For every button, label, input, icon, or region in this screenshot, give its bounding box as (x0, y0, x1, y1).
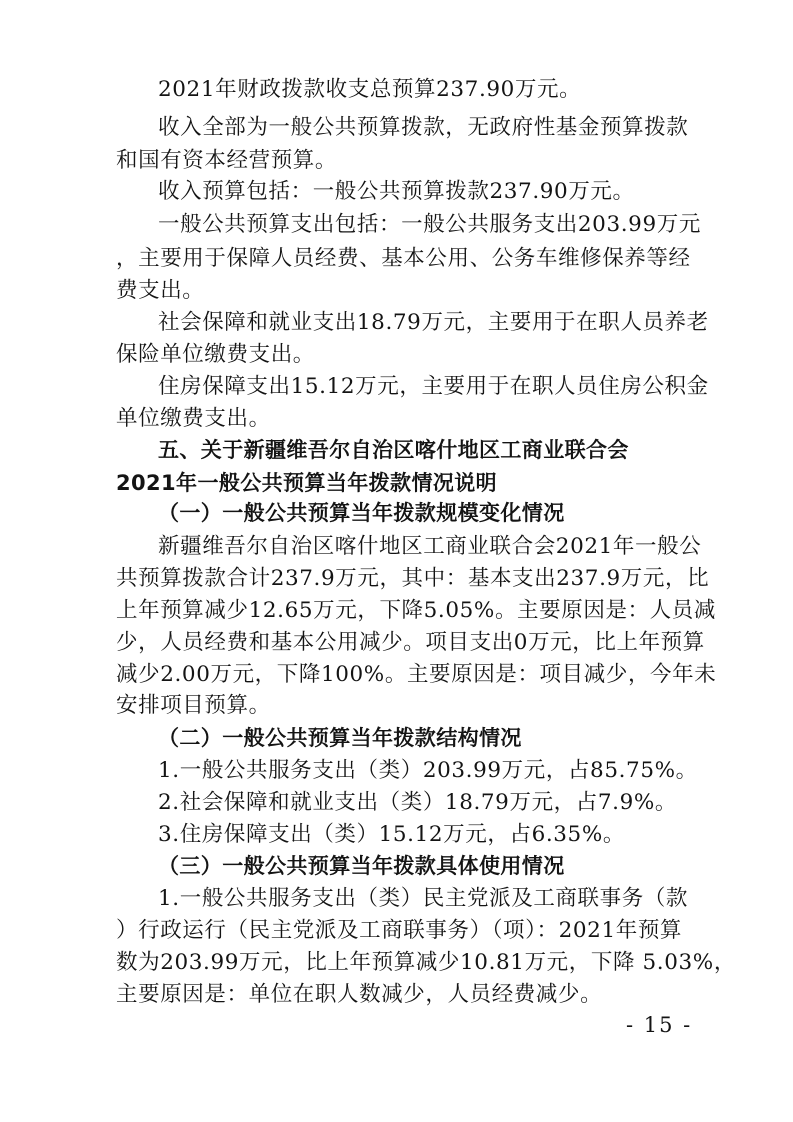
subsection-heading: （一）一般公共预算当年拨款规模变化情况 (158, 501, 565, 525)
text-line: 保险单位缴费支出。 (116, 342, 315, 367)
subsection-heading: （三）一般公共预算当年拨款具体使用情况 (158, 854, 565, 878)
text-line: 安排项目预算。 (116, 693, 271, 718)
subsection-heading: （二）一般公共预算当年拨款结构情况 (158, 726, 522, 750)
text-line: 数为203.99万元，比上年预算减少10.81万元，下降 5.03%， (116, 950, 736, 975)
text-line: 住房保障支出15.12万元，主要用于在职人员住房公积金 (158, 374, 709, 399)
text-line: 单位缴费支出。 (116, 406, 271, 431)
text-line: ）行政运行（民主党派及工商联事务）（项）：2021年预算 (116, 918, 683, 943)
text-line: 和国有资本经营预算。 (116, 148, 338, 173)
text-line: 1.一般公共服务支出（类）203.99万元，占85.75%。 (158, 758, 698, 783)
page-number: - 15 - (626, 1013, 693, 1037)
text-line: 一般公共预算支出包括：一般公共服务支出203.99万元 (158, 212, 701, 237)
text-line: 上年预算减少12.65万元，下降5.05%。主要原因是：人员减 (116, 598, 716, 623)
text-line: 3.住房保障支出（类）15.12万元，占6.35%。 (158, 822, 625, 847)
text-line: 收入全部为一般公共预算拨款，无政府性基金预算拨款 (158, 115, 689, 140)
text-line: 减少2.00万元，下降100%。主要原因是：项目减少，今年未 (116, 662, 717, 687)
text-line: 少，人员经费和基本公用减少。项目支出0万元，比上年预算 (116, 630, 705, 655)
text-line: 费支出。 (116, 278, 205, 303)
text-line: 1.一般公共服务支出（类）民主党派及工商联事务（款 (158, 886, 689, 911)
text-line: 共预算拨款合计237.9万元，其中：基本支出237.9万元，比 (116, 566, 710, 591)
section-heading: 五、关于新疆维吾尔自治区喀什地区工商业联合会 (158, 438, 629, 462)
text-line: 社会保障和就业支出18.79万元，主要用于在职人员养老 (158, 310, 709, 335)
text-line: 2.社会保障和就业支出（类）18.79万元，占7.9%。 (158, 790, 677, 815)
text-line: ，主要用于保障人员经费、基本公用、公务车维修保养等经 (116, 246, 691, 271)
section-heading: 2021年一般公共预算当年拨款情况说明 (116, 471, 498, 495)
text-line: 2021年财政拨款收支总预算237.90万元。 (158, 77, 582, 102)
text-line: 主要原因是：单位在职人数减少，人员经费减少。 (116, 982, 603, 1007)
text-line: 新疆维吾尔自治区喀什地区工商业联合会2021年一般公 (158, 534, 702, 559)
text-line: 收入预算包括：一般公共预算拨款237.90万元。 (158, 179, 635, 204)
